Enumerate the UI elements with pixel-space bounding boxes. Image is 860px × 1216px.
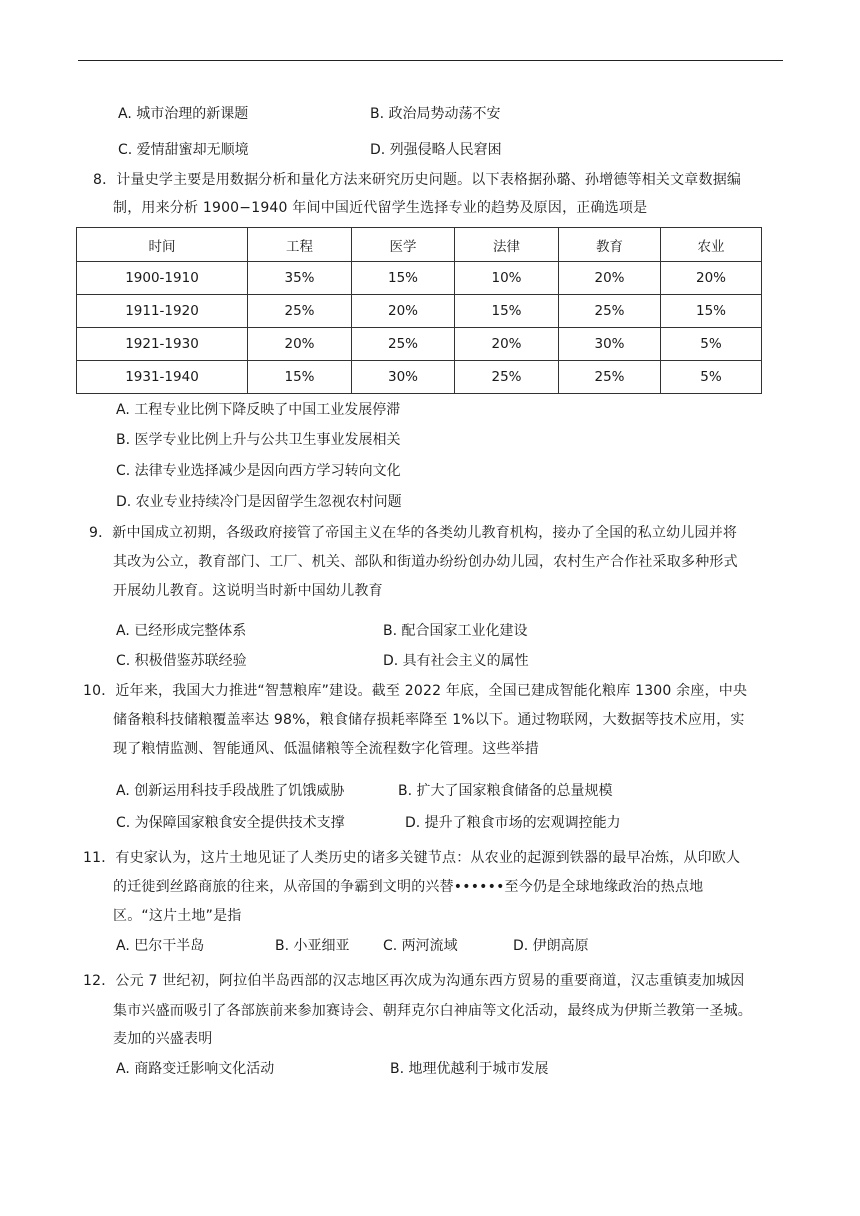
- table-row: [77, 328, 762, 361]
- q8-option-c[interactable]: C. 法律专业选择减少是因向西方学习转向文化: [116, 463, 401, 479]
- q9-option-b[interactable]: B. 配合国家工业化建设: [383, 623, 528, 639]
- table-cell: 5%: [661, 361, 762, 394]
- table-cell: 20%: [455, 328, 559, 361]
- table-cell: 20%: [661, 262, 762, 295]
- q12-stem-line-2: 集市兴盛而吸引了各部族前来参加赛诗会、朝拜克尔白神庙等文化活动，最终成为伊斯兰教第一圣城。: [113, 1003, 752, 1019]
- table-cell: 25%: [455, 361, 559, 394]
- q10-stem-line-3: 现了粮情监测、智能通风、低温储粮等全流程数字化管理。这些举措: [113, 741, 539, 757]
- table-cell: 25%: [248, 295, 352, 328]
- table-header-row: [77, 228, 762, 262]
- header-medicine: 医学: [352, 228, 455, 262]
- table-cell: 10%: [455, 262, 559, 295]
- q11-option-c[interactable]: C. 两河流域: [383, 938, 458, 954]
- table-cell: 15%: [352, 262, 455, 295]
- q12-stem-line-3: 麦加的兴盛表明: [113, 1031, 213, 1047]
- q7-option-b[interactable]: B. 政治局势动荡不安: [370, 106, 501, 122]
- table-cell: 25%: [559, 361, 661, 394]
- table-cell: 30%: [352, 361, 455, 394]
- table-row: [77, 361, 762, 394]
- table-cell: 15%: [455, 295, 559, 328]
- q10-option-c[interactable]: C. 为保障国家粮食安全提供技术支撑: [116, 815, 345, 831]
- q9-stem-line-3: 开展幼儿教育。这说明当时新中国幼儿教育: [113, 583, 383, 599]
- table-cell: 35%: [248, 262, 352, 295]
- q9-option-a[interactable]: A. 已经形成完整体系: [116, 623, 247, 639]
- q9-stem-line-2: 其改为公立，教育部门、工厂、机关、部队和街道办纷纷创办幼儿园，农村生产合作社采取多种形式: [113, 554, 738, 570]
- q10-option-a[interactable]: A. 创新运用科技手段战胜了饥饿威胁: [116, 783, 345, 799]
- q11-stem-line-1: 11．有史家认为，这片土地见证了人类历史的诸多关键节点：从农业的起源到铁器的最早冶炼，从印欧人: [83, 850, 741, 866]
- header-agriculture: 农业: [661, 228, 762, 262]
- q8-stem-line-2: 制，用来分析 1900−1940 年间中国近代留学生选择专业的趋势及原因，正确选项是: [113, 200, 648, 216]
- table-cell: 15%: [248, 361, 352, 394]
- q7-option-a[interactable]: A. 城市治理的新课题: [118, 106, 249, 122]
- header-rule: [78, 60, 783, 61]
- table-cell: 30%: [559, 328, 661, 361]
- q11-option-d[interactable]: D. 伊朗高原: [513, 938, 589, 954]
- table-cell: 25%: [352, 328, 455, 361]
- q9-stem-line-1: 9．新中国成立初期，各级政府接管了帝国主义在华的各类幼儿教育机构，接办了全国的私立幼儿园并将: [89, 525, 738, 541]
- q8-stem-line-1: 8．计量史学主要是用数据分析和量化方法来研究历史问题。以下表格据孙璐、孙增德等相关文章数据编: [93, 172, 742, 188]
- q12-stem-line-1: 12．公元 7 世纪初，阿拉伯半岛西部的汉志地区再次成为沟通东西方贸易的重要商道，汉志重镇麦加城因: [83, 973, 745, 989]
- study-abroad-majors-table: [76, 227, 762, 394]
- table-cell: 20%: [559, 262, 661, 295]
- q11-stem-line-3: 区。“这片土地”是指: [113, 908, 242, 924]
- table-cell: 5%: [661, 328, 762, 361]
- table-cell: 15%: [661, 295, 762, 328]
- table-row: [77, 262, 762, 295]
- table-cell: 1931-1940: [77, 361, 248, 394]
- header-period: 时间: [77, 228, 248, 262]
- q10-option-d[interactable]: D. 提升了粮食市场的宏观调控能力: [405, 815, 621, 831]
- q11-stem-line-2: 的迁徙到丝路商旅的往来，从帝国的争霸到文明的兴替••••••至今仍是全球地缘政治的热点地: [113, 879, 704, 895]
- table-cell: 20%: [352, 295, 455, 328]
- table-cell: 25%: [559, 295, 661, 328]
- q8-option-a[interactable]: A. 工程专业比例下降反映了中国工业发展停滞: [116, 402, 401, 418]
- q12-option-b[interactable]: B. 地理优越利于城市发展: [390, 1061, 549, 1077]
- table-cell: 20%: [248, 328, 352, 361]
- q7-option-d[interactable]: D. 列强侵略人民窘困: [370, 142, 502, 158]
- q8-option-b[interactable]: B. 医学专业比例上升与公共卫生事业发展相关: [116, 432, 401, 448]
- header-engineering: 工程: [248, 228, 352, 262]
- header-law: 法律: [455, 228, 559, 262]
- table-row: [77, 295, 762, 328]
- table-cell: 1921-1930: [77, 328, 248, 361]
- q11-option-a[interactable]: A. 巴尔干半岛: [116, 938, 205, 954]
- q9-option-d[interactable]: D. 具有社会主义的属性: [383, 653, 529, 669]
- header-education: 教育: [559, 228, 661, 262]
- table-cell: 1911-1920: [77, 295, 248, 328]
- q9-option-c[interactable]: C. 积极借鉴苏联经验: [116, 653, 247, 669]
- q10-option-b[interactable]: B. 扩大了国家粮食储备的总量规模: [398, 783, 613, 799]
- table-cell: 1900-1910: [77, 262, 248, 295]
- q12-option-a[interactable]: A. 商路变迁影响文化活动: [116, 1061, 275, 1077]
- q11-option-b[interactable]: B. 小亚细亚: [275, 938, 350, 954]
- q10-stem-line-2: 储备粮科技储粮覆盖率达 98%，粮食储存损耗率降至 1%以下。通过物联网，大数据等技术应用，实: [113, 712, 745, 728]
- q7-option-c[interactable]: C. 爱情甜蜜却无顺境: [118, 142, 249, 158]
- q10-stem-line-1: 10．近年来，我国大力推进“智慧粮库”建设。截至 2022 年底，全国已建成智能化粮库 1300 余座，中央: [83, 683, 748, 699]
- q8-option-d[interactable]: D. 农业专业持续冷门是因留学生忽视农村问题: [116, 494, 402, 510]
